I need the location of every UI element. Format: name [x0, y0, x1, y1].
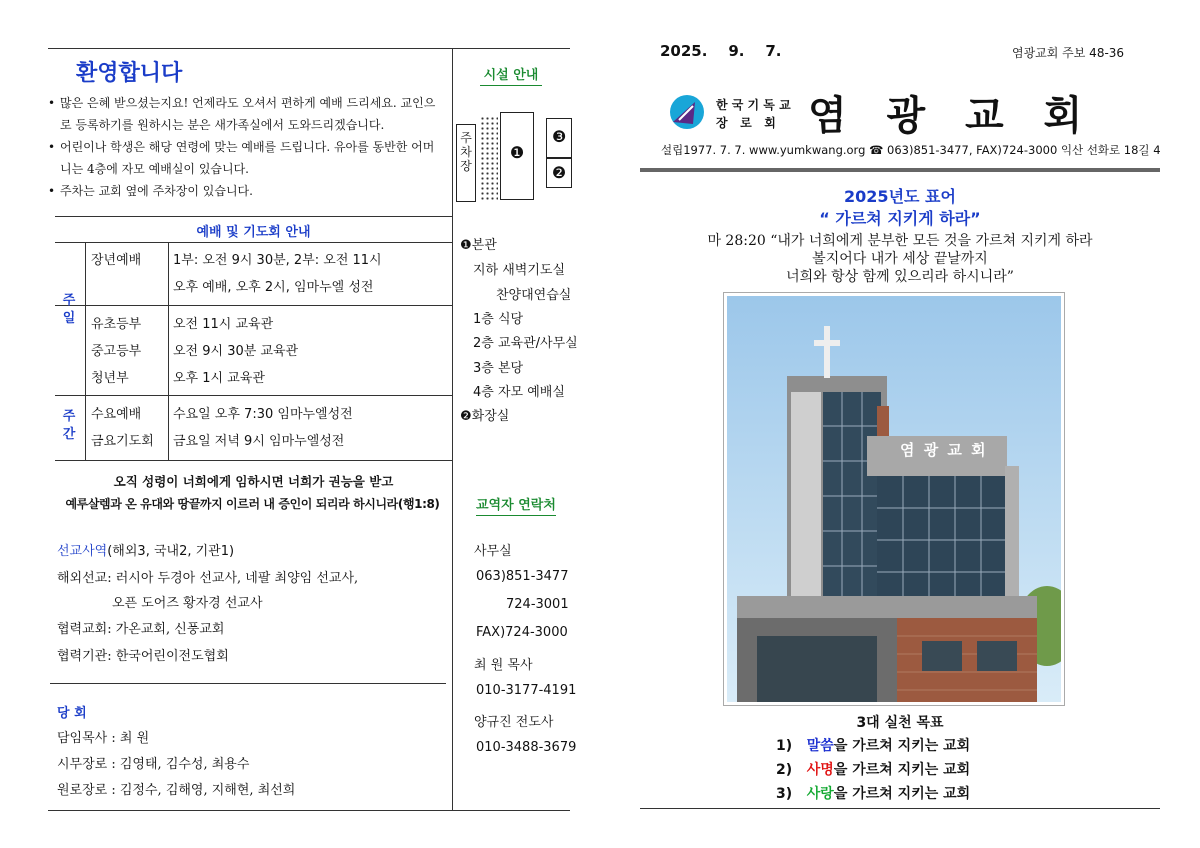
worship-name-secondary: 중고등부 — [91, 344, 142, 359]
welcome-bullet-1: • 많은 은혜 받으셨는지요! 언제라도 오셔서 편하게 예배 드리세요. 교인으로 등록하기를 원하시는 분은 새가족실에서 도와드리겠습니다. — [48, 92, 440, 136]
staff-retired: 원로장로 : 김정수, 김해영, 지해현, 최선희 — [57, 783, 296, 798]
facility-item-1f: 1층 식당 — [473, 312, 524, 327]
contact-pastor-phone: 010-3177-4191 — [476, 683, 577, 698]
worship-val-adult-1: 1부: 오전 9시 30분, 2부: 오전 11시 — [173, 253, 382, 268]
staff-rule — [50, 683, 446, 684]
main-building-mark: ❶ — [509, 143, 525, 162]
motto-verse-2: 볼지어다 내가 세상 끝날까지 — [812, 251, 988, 267]
restroom-building — [546, 158, 572, 188]
goal-1-key: 말씀 — [806, 738, 834, 754]
parking-box — [456, 124, 476, 202]
motto-verse-1: 마 28:20 “내가 너희에게 분부한 모든 것을 가르쳐 지키게 하라 — [707, 233, 1093, 249]
goal-2-num: 2) — [776, 762, 793, 778]
mission-title — [57, 540, 234, 559]
verse-line-1: 오직 성령이 너희에게 임하시면 너희가 권능을 받고 — [113, 474, 394, 489]
bottom-rule-left — [48, 810, 570, 811]
worship-val-secondary: 오전 9시 30분 교육관 — [173, 344, 299, 359]
contact-pastor: 최 원 목사 — [474, 658, 533, 673]
welcome-title: 환영합니다 — [76, 61, 183, 86]
goal-1-num: 1) — [776, 738, 793, 754]
motto-slogan: “ 가르쳐 지키게 하라” — [819, 209, 981, 228]
worship-sep-2 — [55, 395, 452, 396]
worship-sep-1 — [55, 305, 452, 306]
staff-elders: 시무장로 : 김영태, 김수성, 최용수 — [57, 757, 250, 772]
goal-2-key: 사명 — [806, 762, 834, 778]
building-3-mark: ❸ — [551, 127, 567, 146]
contact-phone-1: 063)851-3477 — [476, 569, 569, 584]
church-logo-icon — [669, 94, 705, 130]
weekday-label: 주간 — [62, 409, 76, 442]
denomination-line-2: 장 로 회 — [716, 116, 776, 130]
church-photo — [723, 292, 1065, 706]
verse-line-2: 예루살렘과 온 유대와 땅끝까지 이르러 내 증인이 되리라 하시니라(행1:8) — [65, 497, 440, 511]
facility-title: 시설 안내 — [480, 64, 542, 86]
welcome-bullet-2: • 어린이나 학생은 해당 연령에 맞는 예배를 드립니다. 유아를 동반한 어머니는 4층에 자모 예배실이 있습니다. — [48, 136, 440, 180]
facility-item-2f: 2층 교육관/사무실 — [473, 336, 578, 351]
church-building-illustration — [727, 296, 1061, 702]
goal-1-rest: 을 가르쳐 지키는 교회 — [833, 738, 971, 754]
building-3 — [546, 118, 572, 158]
main-building — [500, 112, 534, 200]
welcome-bullet-3: • 주차는 교회 옆에 주차장이 있습니다. — [48, 180, 440, 202]
column-divider — [452, 48, 453, 810]
photo-sign: 염 광 교 회 — [900, 441, 988, 459]
parking-dots — [480, 116, 498, 200]
contact-phone-2: 724-3001 — [506, 597, 569, 612]
restroom-mark: ❷ — [551, 163, 567, 182]
worship-label-divider — [85, 242, 86, 460]
welcome-bullets — [48, 92, 440, 202]
mission-overseas-2: 오픈 도어즈 황자경 선교사 — [112, 596, 263, 611]
bottom-rule-right — [640, 808, 1160, 809]
goal-3-rest: 을 가르쳐 지키는 교회 — [833, 786, 971, 802]
worship-name-youth: 청년부 — [91, 371, 129, 386]
denomination-line-1: 한 국 기 독 교 — [716, 98, 791, 112]
worship-name-friday: 금요기도회 — [91, 434, 154, 449]
mission-title-suffix: (해외3, 국내2, 기관1) — [107, 544, 235, 559]
mission-partner-church: 협력교회: 가온교회, 신풍교회 — [57, 622, 225, 637]
goal-3-num: 3) — [776, 786, 793, 802]
mission-title-main: 선교사역 — [57, 544, 108, 559]
contact-fax: FAX)724-3000 — [476, 625, 568, 640]
church-info: 설립1977. 7. 7. www.yumkwang.org ☎ 063)851-3477, FAX)724-3000 익산 선화로 18길 4 — [661, 143, 1161, 157]
worship-val-wednesday: 수요일 오후 7:30 임마누엘성전 — [173, 407, 353, 422]
worship-name-wednesday: 수요예배 — [91, 407, 142, 422]
motto-verse-3: 너희와 항상 함께 있으리라 하시니라” — [786, 269, 1014, 285]
worship-header: 예배 및 기도회 안내 — [196, 225, 311, 240]
facility-item-4f: 4층 자모 예배실 — [473, 385, 565, 400]
sunday-label: 주일 — [62, 293, 76, 326]
facility-item-3f: 3층 본당 — [473, 361, 524, 376]
worship-bottom-rule — [55, 460, 452, 461]
mission-overseas: 해외선교: 러시아 두경아 선교사, 네팔 최양임 선교사, — [57, 571, 359, 586]
staff-pastor: 담임목사 : 최 원 — [57, 731, 150, 746]
top-rule-left — [48, 48, 570, 49]
goals-title: 3대 실천 목표 — [856, 715, 944, 731]
worship-name-elementary: 유초등부 — [91, 317, 142, 332]
staff-title: 당 회 — [57, 706, 87, 721]
bulletin-date: 2025. 9. 7. — [660, 42, 782, 60]
motto-title: 2025년도 표어 — [844, 187, 956, 206]
worship-name-divider — [168, 242, 169, 460]
goal-2 — [776, 759, 970, 779]
worship-name-adult: 장년예배 — [91, 253, 142, 268]
worship-val-elementary: 오전 11시 교육관 — [173, 317, 274, 332]
facility-item-basement: 지하 새벽기도실 — [473, 263, 566, 278]
goal-2-rest: 을 가르쳐 지키는 교회 — [833, 762, 971, 778]
worship-top-rule — [55, 216, 452, 217]
contact-evangelist-phone: 010-3488-3679 — [476, 740, 577, 755]
worship-val-friday: 금요일 저녁 9시 임마누엘성전 — [173, 434, 345, 449]
worship-header-rule — [55, 242, 452, 243]
worship-val-adult-2: 오후 예배, 오후 2시, 임마누엘 성전 — [173, 280, 374, 295]
facility-item-main: ❶본관 — [460, 238, 497, 253]
parking-label: 주차장 — [460, 131, 472, 173]
church-name: 염 광 교 회 — [808, 93, 1087, 139]
contact-title: 교역자 연락처 — [476, 494, 556, 516]
contact-office: 사무실 — [474, 544, 512, 559]
bulletin-number: 염광교회 주보 48-36 — [1012, 46, 1125, 60]
goal-1 — [776, 735, 970, 755]
contact-evangelist: 양규진 전도사 — [474, 715, 554, 730]
facility-item-choir: 찬양대연습실 — [496, 288, 572, 303]
facility-item-restroom: ❷화장실 — [460, 409, 510, 424]
goal-3-key: 사랑 — [806, 786, 834, 802]
worship-val-youth: 오후 1시 교육관 — [173, 371, 265, 386]
header-thick-rule — [640, 168, 1160, 172]
goal-3 — [776, 783, 970, 803]
mission-partner-org: 협력기관: 한국어린이전도협회 — [57, 649, 229, 664]
